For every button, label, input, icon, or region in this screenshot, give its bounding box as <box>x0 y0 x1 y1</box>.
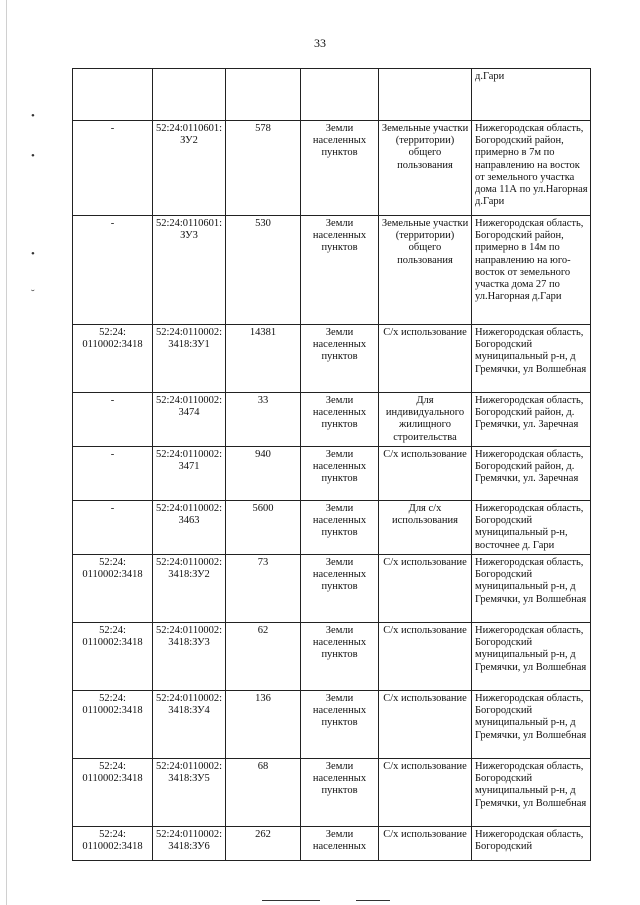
margin-mark: • <box>31 110 35 122</box>
cell-land-category: Земли населенных пунктов <box>301 393 379 447</box>
table-row <box>73 393 591 447</box>
cell-area <box>226 69 301 121</box>
cell-permitted-use: С/х использование <box>379 759 472 827</box>
cell-cadastral-number: 52:24:0110002:3463 <box>153 501 226 555</box>
cell-land-category: Земли населенных пунктов <box>301 447 379 501</box>
cell-address: Нижегородская область, Богородский район, д. Гремячки, ул. Заречная <box>472 447 591 501</box>
cell-address: Нижегородская область, Богородский муниципальный р-н, д Гремячки, ул Волшебная <box>472 691 591 759</box>
cell-area: 530 <box>226 216 301 325</box>
cell-cadastral-number: 52:24:0110002:3471 <box>153 447 226 501</box>
cell-permitted-use: Для с/х использования <box>379 501 472 555</box>
cell-permitted-use: С/х использование <box>379 827 472 861</box>
cell-parent-cadastral: - <box>73 393 153 447</box>
table-row <box>73 121 591 216</box>
cell-permitted-use: Земельные участки (территории) общего пользования <box>379 121 472 216</box>
margin-mark: ˘ <box>31 288 35 300</box>
cell-area: 62 <box>226 623 301 691</box>
cell-permitted-use: С/х использование <box>379 325 472 393</box>
cell-area: 33 <box>226 393 301 447</box>
cell-land-category: Земли населенных пунктов <box>301 216 379 325</box>
cell-cadastral-number: 52:24:0110601:ЗУ3 <box>153 216 226 325</box>
cell-address: Нижегородская область, Богородский муниципальный р-н, д Гремячки, ул Волшебная <box>472 759 591 827</box>
table-row <box>73 216 591 325</box>
cell-address: Нижегородская область, Богородский муниципальный р-н, д Гремячки, ул Волшебная <box>472 555 591 623</box>
cell-cadastral-number <box>153 69 226 121</box>
cell-land-category: Земли населенных пунктов <box>301 121 379 216</box>
cell-area: 940 <box>226 447 301 501</box>
cell-parent-cadastral: 52:24: 0110002:3418 <box>73 325 153 393</box>
cell-land-category: Земли населенных пунктов <box>301 501 379 555</box>
footer-line-left <box>262 900 320 901</box>
cell-cadastral-number: 52:24:0110002:3418:ЗУ4 <box>153 691 226 759</box>
cell-area: 578 <box>226 121 301 216</box>
cell-permitted-use: Для индивидуального жилищного строительства <box>379 393 472 447</box>
cell-parent-cadastral: 52:24: 0110002:3418 <box>73 827 153 861</box>
cell-permitted-use <box>379 69 472 121</box>
cell-land-category: Земли населенных пунктов <box>301 555 379 623</box>
footer-line-right <box>356 900 390 901</box>
cell-area: 5600 <box>226 501 301 555</box>
table-row <box>73 759 591 827</box>
page-number: 33 <box>314 36 326 50</box>
cell-address: Нижегородская область, Богородский муниципальный р-н, восточнее д. Гари <box>472 501 591 555</box>
cell-parent-cadastral: 52:24: 0110002:3418 <box>73 623 153 691</box>
cell-address: Нижегородская область, Богородский <box>472 827 591 861</box>
cell-cadastral-number: 52:24:0110002:3418:ЗУ5 <box>153 759 226 827</box>
cell-area: 14381 <box>226 325 301 393</box>
table-row <box>73 325 591 393</box>
cell-land-category: Земли населенных пунктов <box>301 759 379 827</box>
margin-mark: • <box>31 248 35 260</box>
cell-area: 73 <box>226 555 301 623</box>
table-row <box>73 691 591 759</box>
cell-address: Нижегородская область, Богородский район, примерно в 7м по направлению на восток от земельного участка дома 11А по ул.Нагорная д.Гари <box>472 121 591 216</box>
cell-land-category: Земли населенных пунктов <box>301 325 379 393</box>
cell-address: Нижегородская область, Богородский район, примерно в 14м по направлению на юго-восток от земельного участка дома 27 по ул.Нагорная д.Гари <box>472 216 591 325</box>
binding-edge-line <box>6 0 7 905</box>
cell-parent-cadastral: - <box>73 501 153 555</box>
cell-parent-cadastral: - <box>73 216 153 325</box>
cell-area: 262 <box>226 827 301 861</box>
table-row <box>73 447 591 501</box>
cell-area: 68 <box>226 759 301 827</box>
cell-parent-cadastral: 52:24: 0110002:3418 <box>73 555 153 623</box>
cell-cadastral-number: 52:24:0110601:ЗУ2 <box>153 121 226 216</box>
cell-parent-cadastral <box>73 69 153 121</box>
cell-address: Нижегородская область, Богородский район, д. Гремячки, ул. Заречная <box>472 393 591 447</box>
cell-land-category: Земли населенных пунктов <box>301 691 379 759</box>
cell-address: Нижегородская область, Богородский муниципальный р-н, д Гремячки, ул Волшебная <box>472 623 591 691</box>
cell-cadastral-number: 52:24:0110002:3418:ЗУ2 <box>153 555 226 623</box>
table-row <box>73 69 591 121</box>
table-row <box>73 501 591 555</box>
cell-address: Нижегородская область, Богородский муниципальный р-н, д Гремячки, ул Волшебная <box>472 325 591 393</box>
table-row <box>73 827 591 861</box>
cell-area: 136 <box>226 691 301 759</box>
margin-mark: • <box>31 150 35 162</box>
table-body <box>73 69 591 861</box>
cell-parent-cadastral: 52:24: 0110002:3418 <box>73 759 153 827</box>
cell-land-category: Земли населенных пунктов <box>301 623 379 691</box>
cell-cadastral-number: 52:24:0110002:3418:ЗУ6 <box>153 827 226 861</box>
cell-permitted-use: С/х использование <box>379 691 472 759</box>
cell-permitted-use: Земельные участки (территории) общего пользования <box>379 216 472 325</box>
cell-cadastral-number: 52:24:0110002:3474 <box>153 393 226 447</box>
cell-address: д.Гари <box>472 69 591 121</box>
cell-permitted-use: С/х использование <box>379 623 472 691</box>
cell-permitted-use: С/х использование <box>379 447 472 501</box>
cell-cadastral-number: 52:24:0110002:3418:ЗУ3 <box>153 623 226 691</box>
table-row <box>73 623 591 691</box>
cell-land-category <box>301 69 379 121</box>
table-row <box>73 555 591 623</box>
cell-permitted-use: С/х использование <box>379 555 472 623</box>
cell-parent-cadastral: 52:24: 0110002:3418 <box>73 691 153 759</box>
cell-land-category: Земли населенных <box>301 827 379 861</box>
land-plots-table <box>72 68 591 861</box>
cell-parent-cadastral: - <box>73 447 153 501</box>
cell-cadastral-number: 52:24:0110002:3418:ЗУ1 <box>153 325 226 393</box>
cell-parent-cadastral: - <box>73 121 153 216</box>
